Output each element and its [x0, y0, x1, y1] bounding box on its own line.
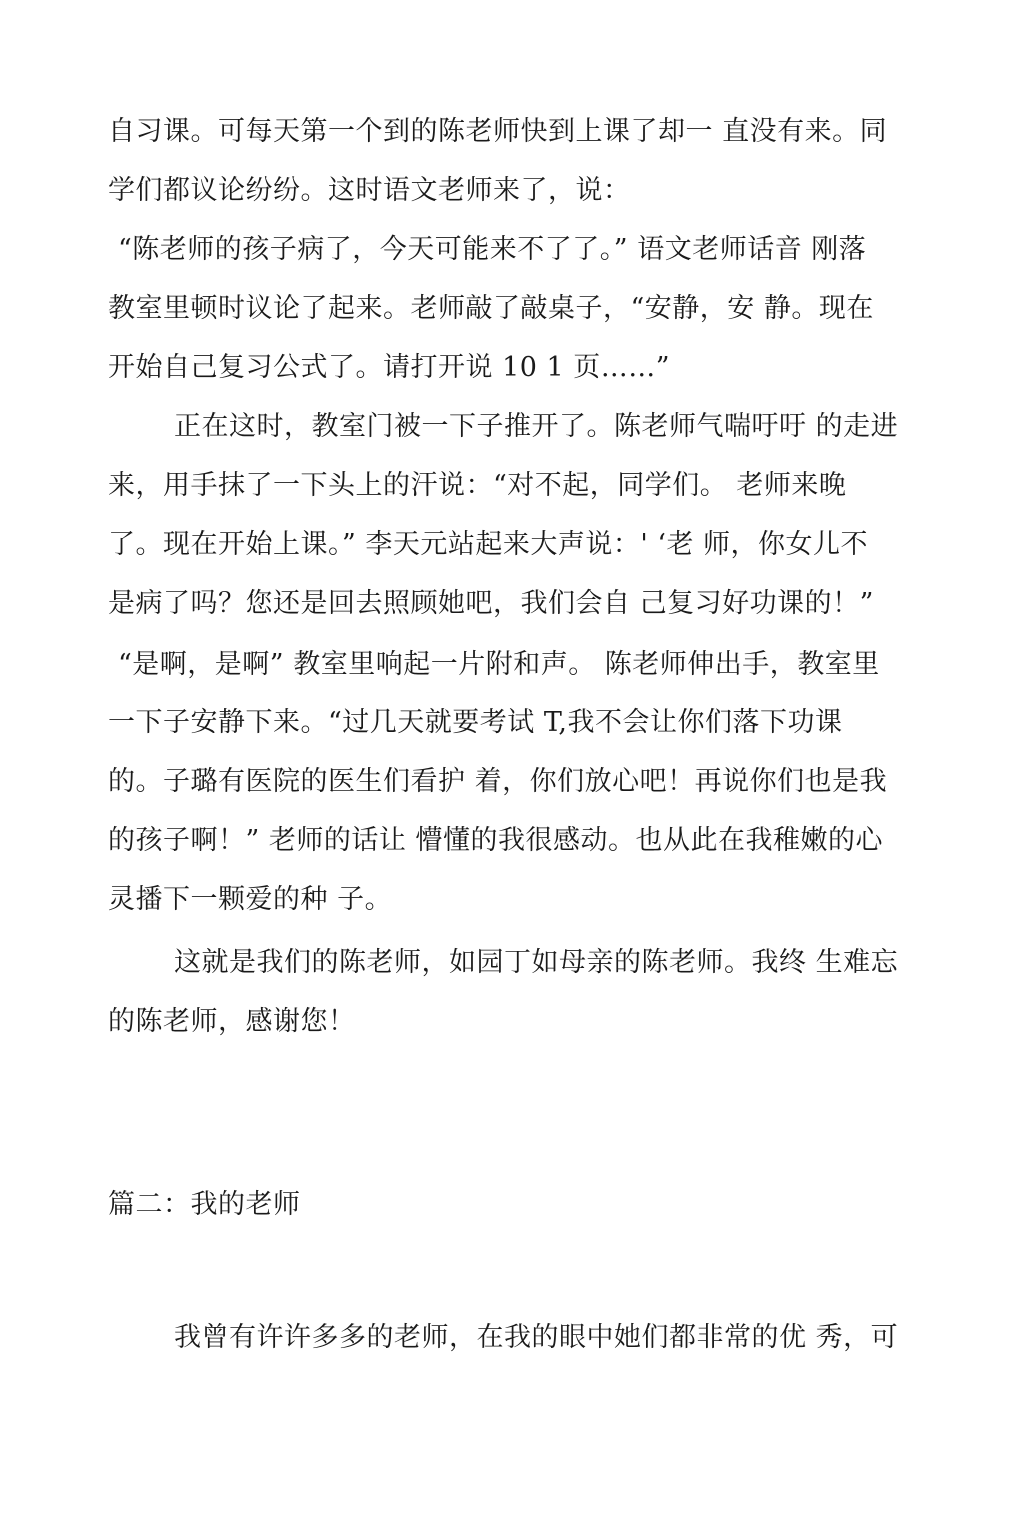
- text-line: 自习课。可每天第一个到的陈老师快到上课了却一 直没有来。同: [108, 116, 888, 147]
- text-line: 的。子璐有医院的医生们看护 着，你们放心吧！再说你们也是我: [108, 766, 888, 797]
- text-line: 一下子安静下来。“过几天就要考试 T,我不会让你们落下功课: [108, 707, 843, 738]
- text-line: 的陈老师，感谢您！: [108, 1006, 356, 1037]
- text-line: 灵播下一颗爱的种 子。: [108, 884, 393, 915]
- text-line: 开始自己复习公式了。请打开说 10 1 页……”: [108, 352, 671, 383]
- text-line: “陈老师的孩子病了，今天可能来不了了。” 语文老师话音 刚落: [118, 234, 867, 265]
- text-line: “是啊，是啊” 教室里响起一片附和声。 陈老师伸出手，教室里: [118, 649, 880, 680]
- text-line: 学们都议论纷纷。这时语文老师来了，说：: [108, 175, 631, 206]
- text-line: 是病了吗？您还是回去照顾她吧，我们会自 己复习好功课的！”: [108, 588, 874, 619]
- text-line: 正在这时，教室门被一下子推开了。陈老师气喘吁吁 的走进: [174, 411, 899, 442]
- text-line: 来，用手抹了一下头上的汗说：“对不起，同学们。 老师来晚: [108, 470, 847, 501]
- text-line: 了。现在开始上课。” 李天元站起来大声说：' ‘老 师，你女儿不: [108, 529, 869, 560]
- text-line: 的孩子啊！” 老师的话让 懵懂的我很感动。也从此在我稚嫩的心: [108, 825, 883, 856]
- text-line: 这就是我们的陈老师，如园丁如母亲的陈老师。我终 生难忘: [174, 947, 899, 978]
- text-line: 我曾有许许多多的老师，在我的眼中她们都非常的优 秀，可: [174, 1322, 899, 1353]
- section-title: 篇二：我的老师: [108, 1189, 301, 1220]
- text-line: 教室里顿时议论了起来。老师敲了敲桌子，“安静，安 静。现在: [108, 293, 874, 324]
